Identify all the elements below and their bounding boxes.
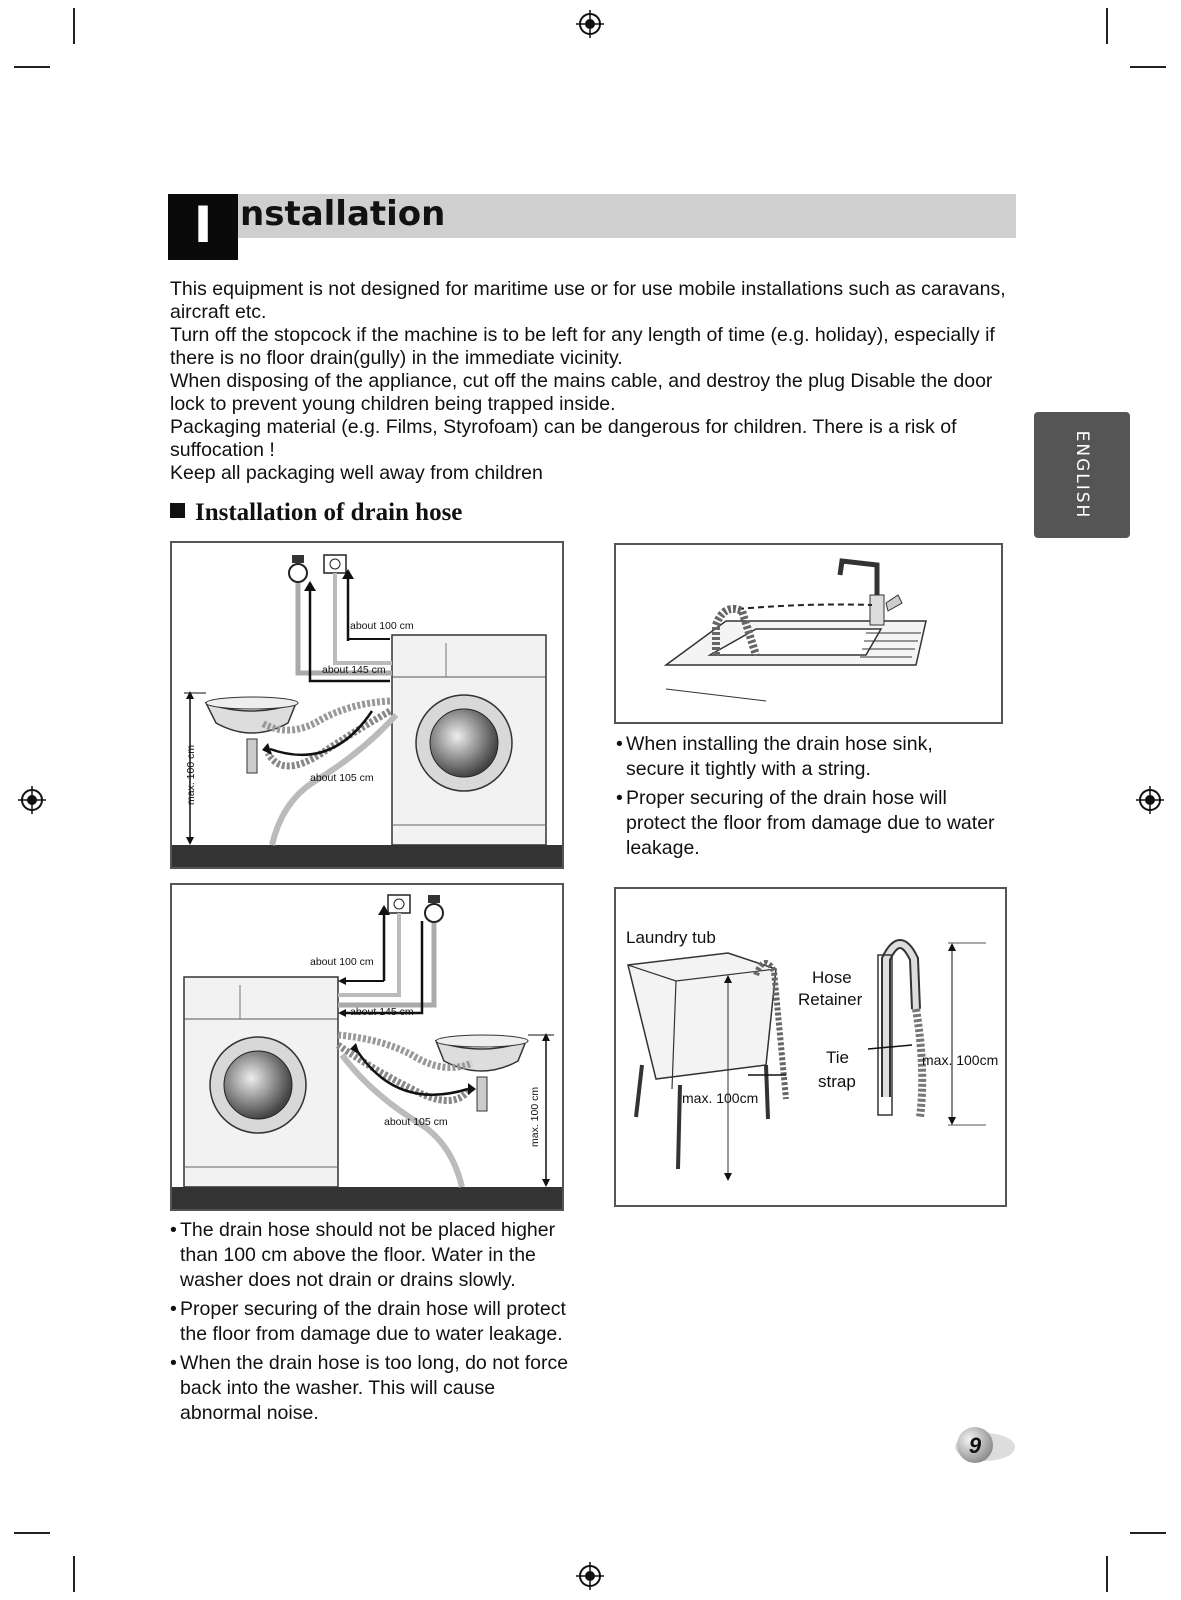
crop-mark xyxy=(14,1532,50,1534)
figure-drain-hose-sink-right xyxy=(170,883,564,1211)
page-number: 9 xyxy=(968,1433,982,1458)
crop-mark xyxy=(73,8,75,44)
figure-drain-hose-sink-left-drawing xyxy=(172,543,562,867)
intro-paragraph: Turn off the stopcock if the machine is to be left for any length of time (e.g. holiday), especially if there is no floor drain(gully) in the immediate vicinity. xyxy=(170,324,995,369)
notes-sink xyxy=(616,732,996,865)
intro-paragraph: When disposing of the appliance, cut off the mains cable, and destroy the plug Disable the door lock to prevent young children being trapped inside. xyxy=(170,370,993,415)
note-text: The drain hose should not be placed higher than 100 cm above the floor. Water in the washer does not drain or drains slowly. xyxy=(180,1219,556,1291)
bullet: • xyxy=(170,1352,177,1374)
bullet: • xyxy=(170,1298,177,1320)
language-tab-label: ENGLISH xyxy=(1072,430,1092,520)
intro-paragraph: Packaging material (e.g. Films, Styrofoam) can be dangerous for children. There is a risk of suffocation ! xyxy=(170,416,957,461)
crop-mark xyxy=(1106,1556,1108,1592)
note-item xyxy=(616,786,996,861)
note-item xyxy=(616,732,996,782)
title-initial: I xyxy=(168,194,238,260)
figure-drain-hose-sink-string-drawing xyxy=(616,545,1001,722)
figure-drain-hose-sink-string xyxy=(614,543,1003,724)
bullet: • xyxy=(616,787,623,809)
label-about-145: about 145 cm xyxy=(322,664,386,676)
note-text: Proper securing of the drain hose will protect the floor from damage due to water leakage. xyxy=(180,1298,566,1345)
label-max-100: max. 100 cm xyxy=(529,1086,541,1147)
crop-mark xyxy=(73,1556,75,1592)
label-laundry-tub: Laundry tub xyxy=(626,928,716,947)
figure-laundry-tub-drawing xyxy=(616,889,1005,1205)
registration-mark-icon xyxy=(576,10,604,38)
bullet: • xyxy=(170,1219,177,1241)
section-heading xyxy=(170,498,462,528)
figure-drain-hose-sink-right-drawing xyxy=(172,885,562,1209)
registration-mark-icon xyxy=(18,786,46,814)
label-hose: Hose xyxy=(812,968,852,987)
label-strap: strap xyxy=(818,1072,856,1091)
label-retainer: Retainer xyxy=(798,990,863,1009)
label-about-105: about 105 cm xyxy=(310,772,374,784)
label-about-105: about 105 cm xyxy=(384,1116,448,1128)
intro-paragraph: Keep all packaging well away from children xyxy=(170,462,543,484)
label-max-100: max. 100 cm xyxy=(185,744,197,805)
notes-drain-height xyxy=(170,1218,570,1430)
label-max-tub: max. 100cm xyxy=(682,1090,759,1106)
label-about-145: about 145 cm xyxy=(350,1006,414,1018)
section-heading-text: Installation of drain hose xyxy=(195,499,463,526)
note-item xyxy=(170,1351,570,1426)
note-item xyxy=(170,1218,570,1293)
label-about-100: about 100 cm xyxy=(350,620,414,632)
label-tie: Tie xyxy=(826,1048,849,1067)
intro-paragraph: This equipment is not designed for maritime use or for use mobile installations such as caravans, aircraft etc. xyxy=(170,278,1006,323)
label-max-retainer: max. 100cm xyxy=(922,1052,999,1068)
note-text: When the drain hose is too long, do not force back into the washer. This will cause abnormal noise. xyxy=(180,1352,569,1424)
crop-mark xyxy=(1106,8,1108,44)
intro-text xyxy=(170,278,1010,485)
page-number-badge xyxy=(945,1425,1015,1465)
registration-mark-icon xyxy=(576,1562,604,1590)
crop-mark xyxy=(14,66,50,68)
registration-mark-icon xyxy=(1136,786,1164,814)
figure-drain-hose-sink-left xyxy=(170,541,564,869)
page-title: nstallation xyxy=(240,194,446,234)
bullet: • xyxy=(616,733,623,755)
crop-mark xyxy=(1130,1532,1166,1534)
note-text: Proper securing of the drain hose will protect the floor from damage due to water leakage. xyxy=(626,787,995,859)
note-text: When installing the drain hose sink, secure it tightly with a string. xyxy=(626,733,933,780)
crop-mark xyxy=(1130,66,1166,68)
label-about-100: about 100 cm xyxy=(310,956,374,968)
square-bullet-icon xyxy=(170,503,185,518)
language-tab xyxy=(1034,412,1130,538)
note-item xyxy=(170,1297,570,1347)
figure-laundry-tub xyxy=(614,887,1007,1207)
